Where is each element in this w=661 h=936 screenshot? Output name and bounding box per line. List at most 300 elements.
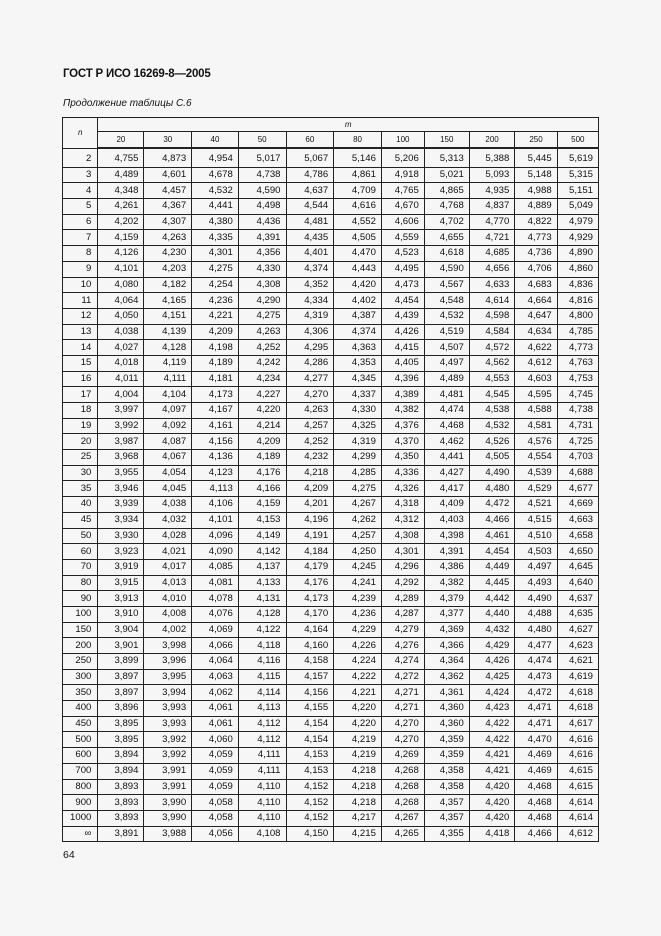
table-cell: 4,402 [334, 293, 382, 309]
table-cell: 4,374 [334, 324, 382, 340]
table-cell: 4,357 [424, 795, 469, 811]
table-cell: 4,440 [469, 606, 515, 622]
table-cell: 4,658 [557, 528, 598, 544]
table-cell: 4,523 [381, 246, 424, 262]
table-cell: 3,919 [98, 559, 144, 575]
table-cell: 4,618 [424, 246, 469, 262]
critical-values-table [62, 117, 599, 842]
table-cell: 4,059 [192, 748, 239, 764]
table-cell: 3,901 [98, 638, 144, 654]
table-cell: 4,380 [192, 214, 239, 230]
column-header-m-500: 500 [557, 132, 598, 149]
table-cell: 4,359 [424, 732, 469, 748]
table-cell: 4,616 [334, 199, 382, 215]
table-cell: 4,358 [424, 779, 469, 795]
table-row [63, 779, 599, 795]
table-cell: 4,173 [192, 387, 239, 403]
table-cell: 4,471 [515, 716, 557, 732]
table-cell: 4,507 [424, 340, 469, 356]
table-cell: 4,330 [334, 403, 382, 419]
table-cell: 4,637 [557, 591, 598, 607]
column-header-m-60: 60 [286, 132, 334, 149]
table-cell: 4,614 [557, 810, 598, 826]
table-cell: 4,360 [424, 701, 469, 717]
table-cell: 4,725 [557, 434, 598, 450]
table-cell: 4,215 [334, 826, 382, 842]
table-cell: 4,683 [515, 277, 557, 293]
table-cell: 3,897 [98, 669, 144, 685]
table-cell: 4,510 [515, 528, 557, 544]
table-cell: 4,424 [469, 685, 515, 701]
table-cell: 4,115 [238, 669, 286, 685]
table-cell: 4,306 [286, 324, 334, 340]
table-cell: 4,469 [515, 763, 557, 779]
row-label-n: 3 [63, 167, 98, 183]
table-cell: 4,590 [424, 261, 469, 277]
table-cell: 4,234 [238, 371, 286, 387]
table-cell: 3,992 [144, 732, 192, 748]
table-cell: 4,128 [238, 606, 286, 622]
table-row [63, 810, 599, 826]
table-cell: 3,988 [144, 826, 192, 842]
table-cell: 4,271 [381, 701, 424, 717]
table-cell: 3,998 [144, 638, 192, 654]
table-cell: 3,895 [98, 732, 144, 748]
table-cell: 4,374 [286, 261, 334, 277]
table-cell: 4,059 [192, 763, 239, 779]
table-cell: 4,470 [515, 732, 557, 748]
table-cell: 4,114 [238, 685, 286, 701]
table-cell: 5,388 [469, 148, 515, 167]
table-cell: 4,614 [557, 795, 598, 811]
table-cell: 4,097 [144, 403, 192, 419]
table-cell: 5,017 [238, 148, 286, 167]
table-cell: 4,018 [98, 355, 144, 371]
table-cell: 4,061 [192, 701, 239, 717]
row-label-n: 100 [63, 606, 98, 622]
table-cell: 4,221 [334, 685, 382, 701]
row-label-n: 800 [63, 779, 98, 795]
table-cell: 4,301 [192, 246, 239, 262]
table-cell: 4,391 [424, 544, 469, 560]
table-cell: 4,064 [192, 654, 239, 670]
table-cell: 4,229 [334, 622, 382, 638]
table-cell: 4,227 [238, 387, 286, 403]
row-label-n: 11 [63, 293, 98, 309]
table-cell: 4,133 [238, 575, 286, 591]
table-cell: 4,224 [334, 654, 382, 670]
table-cell: 4,058 [192, 810, 239, 826]
table-cell: 4,066 [192, 638, 239, 654]
table-cell: 4,663 [557, 512, 598, 528]
table-cell: 4,164 [286, 622, 334, 638]
table-cell: 4,473 [515, 669, 557, 685]
table-cell: 3,934 [98, 512, 144, 528]
table-cell: 4,435 [286, 230, 334, 246]
table-cell: 4,002 [144, 622, 192, 638]
table-cell: 4,142 [238, 544, 286, 560]
table-row [63, 528, 599, 544]
table-cell: 4,469 [515, 748, 557, 764]
table-cell: 4,257 [334, 528, 382, 544]
table-cell: 4,345 [334, 371, 382, 387]
table-cell: 4,377 [424, 606, 469, 622]
table-cell: 4,325 [334, 418, 382, 434]
table-cell: 4,403 [424, 512, 469, 528]
table-cell: 4,800 [557, 308, 598, 324]
table-cell: 4,595 [515, 387, 557, 403]
table-cell: 4,426 [469, 654, 515, 670]
table-cell: 4,481 [286, 214, 334, 230]
table-row [63, 716, 599, 732]
row-label-n: 300 [63, 669, 98, 685]
table-cell: 3,990 [144, 795, 192, 811]
table-cell: 4,449 [469, 559, 515, 575]
table-cell: 4,358 [424, 763, 469, 779]
table-row [63, 214, 599, 230]
table-cell: 4,521 [515, 497, 557, 513]
table-row [63, 324, 599, 340]
table-cell: 4,477 [515, 638, 557, 654]
table-cell: 4,218 [334, 763, 382, 779]
row-label-n: 80 [63, 575, 98, 591]
table-cell: 4,270 [381, 732, 424, 748]
table-cell: 4,623 [557, 638, 598, 654]
table-cell: 4,254 [192, 277, 239, 293]
table-row [63, 481, 599, 497]
table-cell: 4,445 [469, 575, 515, 591]
table-cell: 4,562 [469, 355, 515, 371]
table-cell: 4,519 [424, 324, 469, 340]
row-label-n: 60 [63, 544, 98, 560]
table-cell: 4,151 [144, 308, 192, 324]
table-cell: 4,364 [424, 654, 469, 670]
table-row [63, 622, 599, 638]
table-cell: 4,861 [334, 167, 382, 183]
table-cell: 4,085 [192, 559, 239, 575]
table-cell: 4,219 [334, 732, 382, 748]
table-cell: 4,584 [469, 324, 515, 340]
table-cell: 4,532 [424, 308, 469, 324]
table-cell: 4,470 [334, 246, 382, 262]
table-cell: 4,755 [98, 148, 144, 167]
table-cell: 4,054 [144, 465, 192, 481]
table-cell: 4,111 [238, 763, 286, 779]
table-cell: 4,363 [334, 340, 382, 356]
table-cell: 3,997 [98, 403, 144, 419]
table-cell: 4,622 [515, 340, 557, 356]
table-cell: 4,286 [286, 355, 334, 371]
column-header-m-250: 250 [515, 132, 557, 149]
table-cell: 4,489 [424, 371, 469, 387]
table-cell: 4,552 [334, 214, 382, 230]
table-cell: 4,337 [334, 387, 382, 403]
table-cell: 4,498 [238, 199, 286, 215]
table-cell: 4,112 [238, 716, 286, 732]
table-cell: 3,996 [144, 654, 192, 670]
row-label-n: 16 [63, 371, 98, 387]
table-cell: 4,203 [144, 261, 192, 277]
table-cell: 4,292 [381, 575, 424, 591]
table-cell: 4,308 [238, 277, 286, 293]
table-cell: 4,209 [286, 481, 334, 497]
table-cell: 4,615 [557, 763, 598, 779]
table-row [63, 355, 599, 371]
table-cell: 4,295 [286, 340, 334, 356]
table-cell: 4,544 [286, 199, 334, 215]
table-cell: 4,370 [381, 434, 424, 450]
table-cell: 4,703 [557, 450, 598, 466]
table-cell: 4,473 [381, 277, 424, 293]
table-cell: 4,474 [515, 654, 557, 670]
table-cell: 4,159 [238, 497, 286, 513]
table-cell: 4,010 [144, 591, 192, 607]
table-cell: 4,621 [557, 654, 598, 670]
table-cell: 4,156 [286, 685, 334, 701]
table-cell: 4,526 [469, 434, 515, 450]
table-cell: 4,268 [381, 763, 424, 779]
table-cell: 4,603 [515, 371, 557, 387]
table-cell: 4,379 [424, 591, 469, 607]
table-cell: 4,709 [334, 183, 382, 199]
table-cell: 4,505 [469, 450, 515, 466]
row-label-n: 7 [63, 230, 98, 246]
table-cell: 4,890 [557, 246, 598, 262]
table-cell: 4,421 [469, 763, 515, 779]
table-cell: 4,059 [192, 779, 239, 795]
table-cell: 4,359 [424, 748, 469, 764]
table-cell: 4,176 [286, 575, 334, 591]
table-cell: 4,425 [469, 669, 515, 685]
table-row [63, 387, 599, 403]
row-label-n: 600 [63, 748, 98, 764]
table-cell: 4,436 [238, 214, 286, 230]
table-cell: 4,753 [557, 371, 598, 387]
table-row [63, 544, 599, 560]
table-cell: 4,401 [286, 246, 334, 262]
table-cell: 4,113 [192, 481, 239, 497]
table-cell: 4,361 [424, 685, 469, 701]
table-cell: 4,468 [515, 810, 557, 826]
table-cell: 4,123 [192, 465, 239, 481]
table-cell: 4,252 [286, 434, 334, 450]
table-caption: Продолжение таблицы С.6 [63, 98, 192, 109]
document-title: ГОСТ Р ИСО 16269-8—2005 [63, 68, 211, 80]
table-cell: 4,038 [98, 324, 144, 340]
table-cell: 4,013 [144, 575, 192, 591]
table-cell: 4,480 [469, 481, 515, 497]
table-cell: 4,060 [192, 732, 239, 748]
table-cell: 4,336 [381, 465, 424, 481]
table-cell: 4,738 [238, 167, 286, 183]
table-cell: 4,287 [381, 606, 424, 622]
table-cell: 4,505 [334, 230, 382, 246]
table-cell: 5,067 [286, 148, 334, 167]
row-label-n: 40 [63, 497, 98, 513]
table-cell: 3,993 [144, 716, 192, 732]
table-cell: 4,274 [381, 654, 424, 670]
table-cell: 4,220 [238, 403, 286, 419]
table-cell: 4,296 [381, 559, 424, 575]
table-cell: 4,092 [144, 418, 192, 434]
table-cell: 4,220 [334, 716, 382, 732]
table-cell: 4,656 [469, 261, 515, 277]
table-cell: 4,056 [192, 826, 239, 842]
table-cell: 4,396 [381, 371, 424, 387]
table-cell: 4,362 [424, 669, 469, 685]
table-cell: 4,567 [424, 277, 469, 293]
table-cell: 4,655 [424, 230, 469, 246]
table-cell: 4,008 [144, 606, 192, 622]
table-row [63, 654, 599, 670]
table-cell: 3,923 [98, 544, 144, 560]
table-cell: 3,991 [144, 779, 192, 795]
row-label-n: 400 [63, 701, 98, 717]
table-cell: 4,214 [238, 418, 286, 434]
table-cell: 4,836 [557, 277, 598, 293]
table-cell: 4,058 [192, 795, 239, 811]
table-cell: 3,939 [98, 497, 144, 513]
table-cell: 4,128 [144, 340, 192, 356]
table-cell: 4,272 [381, 669, 424, 685]
table-cell: 3,930 [98, 528, 144, 544]
table-cell: 4,080 [98, 277, 144, 293]
table-row [63, 763, 599, 779]
table-cell: 4,270 [381, 716, 424, 732]
table-cell: 4,873 [144, 148, 192, 167]
table-cell: 4,335 [192, 230, 239, 246]
table-cell: 4,420 [334, 277, 382, 293]
table-cell: 4,576 [515, 434, 557, 450]
table-cell: 5,445 [515, 148, 557, 167]
table-cell: 4,466 [515, 826, 557, 842]
table-cell: 4,581 [515, 418, 557, 434]
row-label-n: 13 [63, 324, 98, 340]
table-cell: 4,461 [469, 528, 515, 544]
table-cell: 4,152 [286, 795, 334, 811]
table-cell: 4,678 [192, 167, 239, 183]
table-cell: 4,167 [192, 403, 239, 419]
table-cell: 4,285 [334, 465, 382, 481]
table-cell: 4,616 [557, 748, 598, 764]
column-header-m-200: 200 [469, 132, 515, 149]
table-cell: 4,110 [238, 810, 286, 826]
table-cell: 4,090 [192, 544, 239, 560]
row-label-n: 20 [63, 434, 98, 450]
table-cell: 4,189 [192, 355, 239, 371]
table-row [63, 199, 599, 215]
table-cell: 4,670 [381, 199, 424, 215]
table-cell: 4,250 [334, 544, 382, 560]
table-cell: 3,899 [98, 654, 144, 670]
table-cell: 4,275 [238, 308, 286, 324]
table-cell: 4,136 [192, 450, 239, 466]
table-cell: 5,146 [334, 148, 382, 167]
table-cell: 4,619 [557, 669, 598, 685]
table-cell: 3,992 [98, 418, 144, 434]
table-cell: 4,116 [238, 654, 286, 670]
table-row [63, 308, 599, 324]
table-cell: 4,415 [381, 340, 424, 356]
table-cell: 4,497 [515, 559, 557, 575]
table-body [63, 148, 599, 842]
table-cell: 4,422 [469, 732, 515, 748]
table-cell: 4,490 [469, 465, 515, 481]
row-label-n: 35 [63, 481, 98, 497]
table-cell: 4,312 [381, 512, 424, 528]
table-cell: 4,184 [286, 544, 334, 560]
table-cell: 4,386 [424, 559, 469, 575]
table-cell: 4,369 [424, 622, 469, 638]
table-cell: 4,503 [515, 544, 557, 560]
table-cell: 4,308 [381, 528, 424, 544]
table-cell: 4,062 [192, 685, 239, 701]
row-label-n: 45 [63, 512, 98, 528]
table-cell: 4,061 [192, 716, 239, 732]
table-cell: 4,160 [286, 638, 334, 654]
row-label-n: 6 [63, 214, 98, 230]
table-cell: 3,993 [144, 701, 192, 717]
table-cell: 4,360 [424, 716, 469, 732]
table-cell: 4,182 [144, 277, 192, 293]
table-cell: 4,268 [381, 795, 424, 811]
table-cell: 4,664 [515, 293, 557, 309]
table-cell: 4,319 [334, 434, 382, 450]
table-cell: 5,093 [469, 167, 515, 183]
table-cell: 4,110 [238, 795, 286, 811]
table-cell: 4,601 [144, 167, 192, 183]
table-cell: 4,165 [144, 293, 192, 309]
table-cell: 4,301 [381, 544, 424, 560]
table-cell: 4,153 [286, 763, 334, 779]
table-cell: 4,277 [286, 371, 334, 387]
table-cell: 4,154 [286, 732, 334, 748]
table-cell: 4,153 [286, 748, 334, 764]
table-row [63, 261, 599, 277]
table-cell: 4,588 [515, 403, 557, 419]
table-cell: 4,616 [557, 732, 598, 748]
table-cell: 3,891 [98, 826, 144, 842]
table-cell: 4,081 [192, 575, 239, 591]
table-cell: 4,156 [192, 434, 239, 450]
table-cell: 4,110 [238, 779, 286, 795]
table-cell: 4,398 [424, 528, 469, 544]
table-cell: 4,420 [469, 779, 515, 795]
table-cell: 3,893 [98, 795, 144, 811]
table-cell: 4,466 [469, 512, 515, 528]
table-cell: 4,633 [469, 277, 515, 293]
table-cell: 4,196 [286, 512, 334, 528]
table-cell: 4,677 [557, 481, 598, 497]
table-cell: 3,991 [144, 763, 192, 779]
table-cell: 4,745 [557, 387, 598, 403]
table-cell: 4,181 [192, 371, 239, 387]
table-cell: 4,650 [557, 544, 598, 560]
table-cell: 4,474 [424, 403, 469, 419]
table-cell: 4,685 [469, 246, 515, 262]
table-cell: 4,488 [515, 606, 557, 622]
table-cell: 3,990 [144, 810, 192, 826]
table-cell: 4,669 [557, 497, 598, 513]
table-cell: 4,529 [515, 481, 557, 497]
table-cell: 4,263 [286, 403, 334, 419]
table-cell: 3,910 [98, 606, 144, 622]
table-cell: 4,011 [98, 371, 144, 387]
table-row [63, 497, 599, 513]
row-label-n: 700 [63, 763, 98, 779]
table-row [63, 371, 599, 387]
table-cell: 4,618 [557, 685, 598, 701]
